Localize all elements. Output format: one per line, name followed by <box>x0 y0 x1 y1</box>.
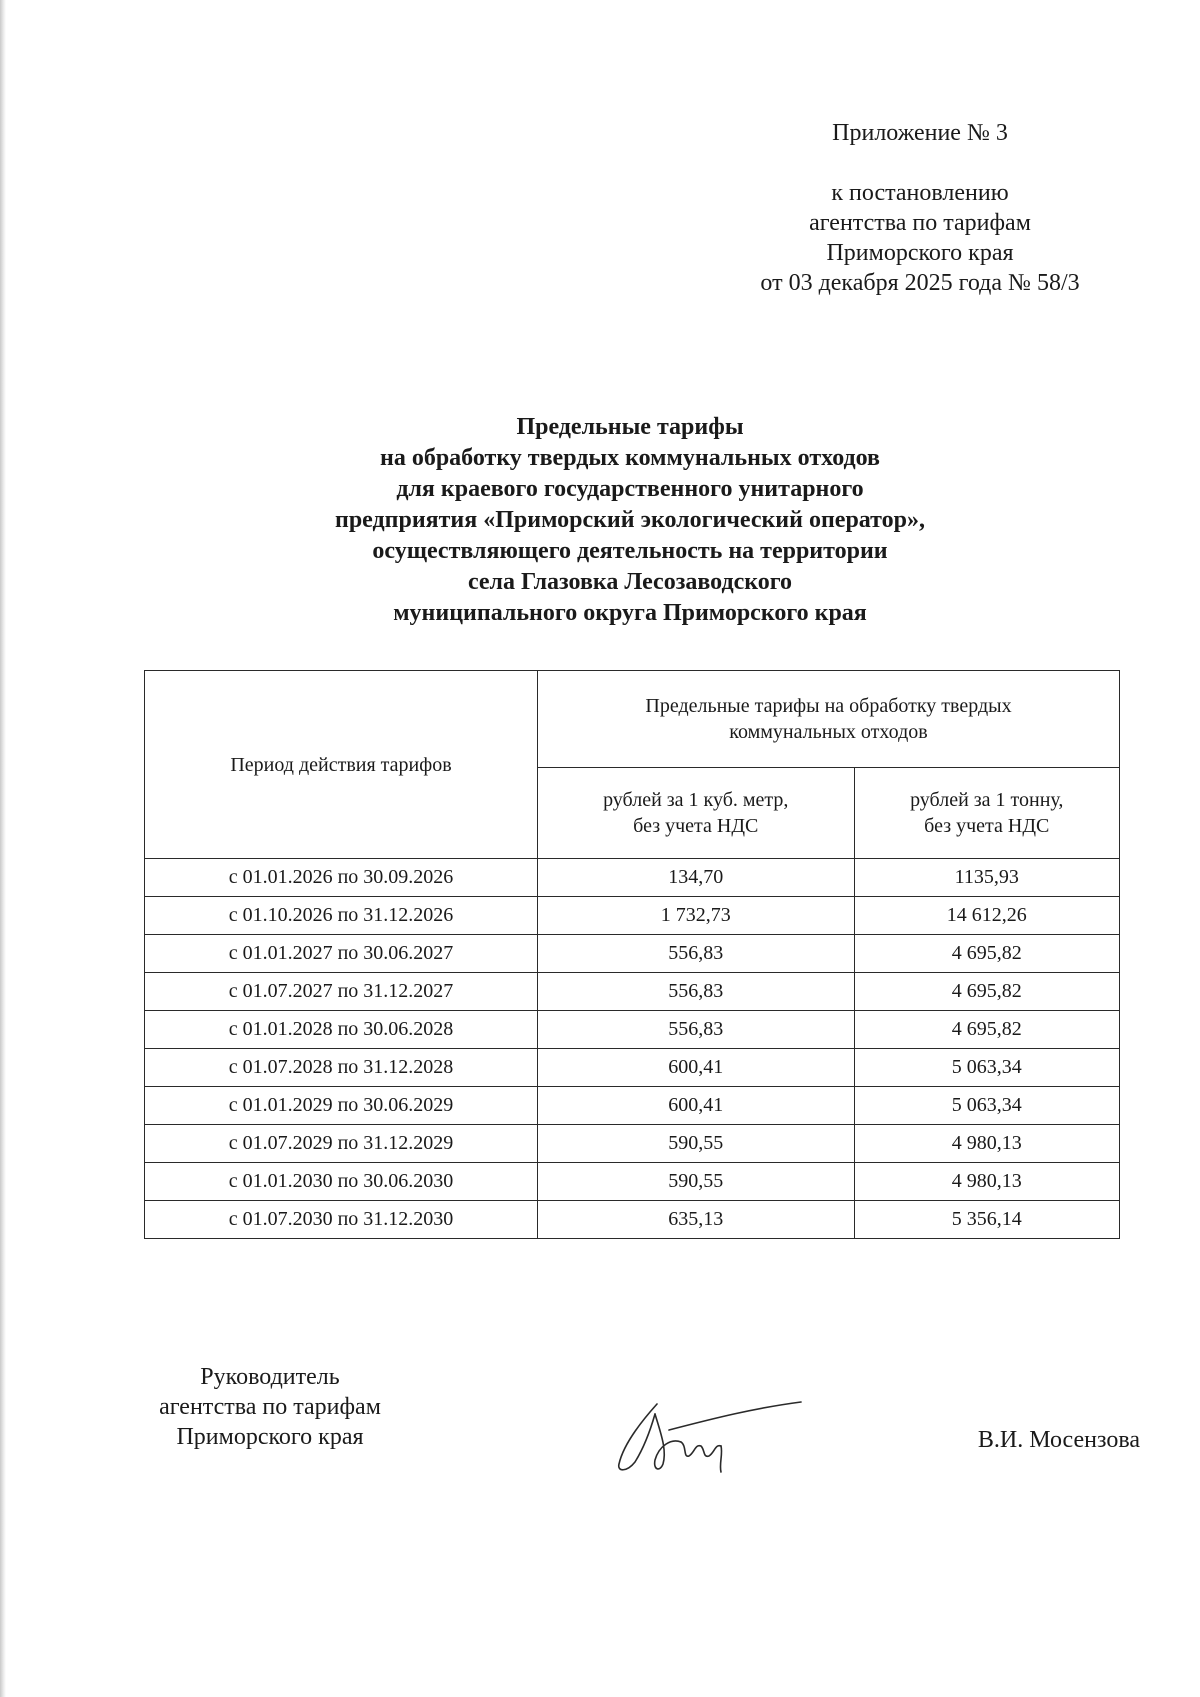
cell-period: с 01.01.2030 по 30.06.2030 <box>145 1163 538 1201</box>
cell-per-m3: 1 732,73 <box>538 897 855 935</box>
cell-period: с 01.07.2030 по 31.12.2030 <box>145 1201 538 1239</box>
table-row <box>145 935 1120 973</box>
signer-position-line2: агентства по тарифам <box>159 1394 381 1420</box>
table-row <box>145 1087 1120 1125</box>
table-row <box>145 859 1120 897</box>
cell-per-m3: 556,83 <box>538 935 855 973</box>
cell-per-m3: 556,83 <box>538 973 855 1011</box>
signer-position <box>130 1362 410 1452</box>
table-row <box>145 973 1120 1011</box>
header-per-cubic-meter <box>538 768 855 859</box>
cell-per-ton: 5 063,34 <box>854 1087 1120 1125</box>
header-per-ton <box>854 768 1120 859</box>
header-group-line2: коммунальных отходов <box>729 721 928 743</box>
table-row <box>145 1011 1120 1049</box>
table-row <box>145 897 1120 935</box>
cell-per-ton: 1135,93 <box>854 859 1120 897</box>
title-line-4: предприятия «Приморский экологический оператор», <box>334 507 925 533</box>
header-ton-line1: рублей за 1 тонну, <box>910 789 1064 811</box>
cell-per-m3: 590,55 <box>538 1125 855 1163</box>
cell-period: с 01.07.2028 по 31.12.2028 <box>145 1049 538 1087</box>
header-period: Период действия тарифов <box>145 671 538 859</box>
cell-period: с 01.07.2027 по 31.12.2027 <box>145 973 538 1011</box>
tariff-table <box>144 670 1120 1239</box>
cell-period: с 01.01.2028 по 30.06.2028 <box>145 1011 538 1049</box>
signer-position-line1: Руководитель <box>200 1364 340 1390</box>
header-tariff-group <box>538 671 1120 768</box>
cell-per-ton: 4 695,82 <box>854 973 1120 1011</box>
title-line-3: для краевого государственного унитарного <box>396 476 864 502</box>
cell-per-m3: 600,41 <box>538 1087 855 1125</box>
cell-period: с 01.10.2026 по 31.12.2026 <box>145 897 538 935</box>
annex-agency-line2: Приморского края <box>826 240 1014 266</box>
annex-agency-line1: агентства по тарифам <box>809 210 1031 236</box>
cell-period: с 01.07.2029 по 31.12.2029 <box>145 1125 538 1163</box>
annex-header <box>700 118 1140 298</box>
annex-to-resolution: к постановлению <box>831 180 1009 206</box>
annex-number: Приложение № 3 <box>832 120 1008 146</box>
title-line-7: муниципального округа Приморского края <box>393 600 867 626</box>
title-line-1: Предельные тарифы <box>516 414 744 440</box>
signer-position-line3: Приморского края <box>176 1424 364 1450</box>
header-ton-line2: без учета НДС <box>924 815 1050 837</box>
header-group-line1: Предельные тарифы на обработку твердых <box>645 695 1012 717</box>
document-title <box>130 412 1130 629</box>
cell-per-ton: 5 356,14 <box>854 1201 1120 1239</box>
cell-per-m3: 600,41 <box>538 1049 855 1087</box>
table-row <box>145 1049 1120 1087</box>
cell-per-m3: 134,70 <box>538 859 855 897</box>
cell-per-ton: 5 063,34 <box>854 1049 1120 1087</box>
table-row <box>145 1201 1120 1239</box>
header-m3-line1: рублей за 1 куб. метр, <box>603 789 789 811</box>
cell-period: с 01.01.2026 по 30.09.2026 <box>145 859 538 897</box>
title-line-6: села Глазовка Лесозаводского <box>467 569 793 595</box>
cell-per-m3: 590,55 <box>538 1163 855 1201</box>
table-row <box>145 1163 1120 1201</box>
cell-per-m3: 635,13 <box>538 1201 855 1239</box>
cell-per-ton: 4 695,82 <box>854 1011 1120 1049</box>
cell-per-ton: 4 980,13 <box>854 1125 1120 1163</box>
annex-date-number: от 03 декабря 2025 года № 58/3 <box>760 270 1080 296</box>
cell-per-ton: 4 695,82 <box>854 935 1120 973</box>
signer-name: В.И. Мосензова <box>977 1427 1140 1453</box>
cell-period: с 01.01.2027 по 30.06.2027 <box>145 935 538 973</box>
header-m3-line2: без учета НДС <box>633 815 759 837</box>
scan-edge-shadow <box>0 0 6 1697</box>
table-row <box>145 1125 1120 1163</box>
title-line-5: осуществляющего деятельность на территории <box>372 538 888 564</box>
cell-period: с 01.01.2029 по 30.06.2029 <box>145 1087 538 1125</box>
title-line-2: на обработку твердых коммунальных отходов <box>379 445 880 471</box>
cell-per-ton: 4 980,13 <box>854 1163 1120 1201</box>
handwritten-signature <box>605 1384 805 1474</box>
cell-per-m3: 556,83 <box>538 1011 855 1049</box>
cell-per-ton: 14 612,26 <box>854 897 1120 935</box>
